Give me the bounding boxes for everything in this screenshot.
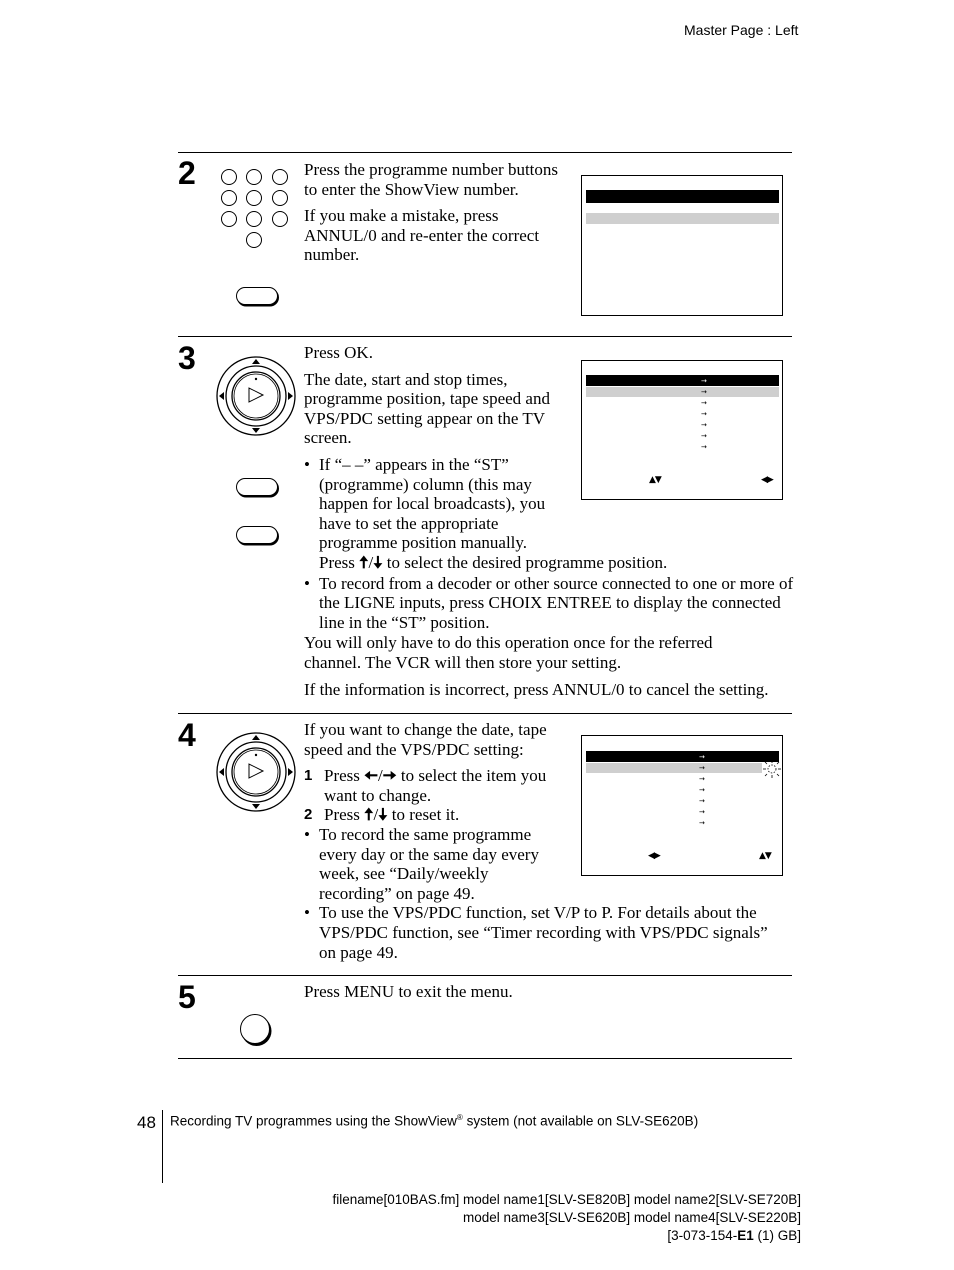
master-page-label: Master Page : Left bbox=[684, 22, 799, 38]
bullet-marker: • bbox=[304, 903, 310, 923]
step-4-top-rule bbox=[178, 713, 792, 714]
flashing-cursor-icon bbox=[762, 759, 782, 779]
small-arrow-icon: → bbox=[699, 808, 705, 816]
up-down-indicator-icon: ▲▼ bbox=[649, 475, 661, 485]
step-2-text bbox=[304, 160, 566, 265]
slash: / bbox=[378, 766, 383, 786]
step-4-numbered-1 bbox=[304, 766, 574, 805]
tv-screen-step-2 bbox=[581, 175, 783, 316]
step-3-bullet-2-text: To record from a decoder or other source connected to one or more of the LIGNE inputs, press CHOIX ENTREE to display the connected line in the “ST” position. bbox=[319, 573, 794, 632]
number-marker: 1 bbox=[304, 767, 313, 785]
step-5-number: 5 bbox=[178, 979, 196, 1015]
small-arrow-icon: → bbox=[701, 432, 707, 440]
keypad-button-0 bbox=[246, 232, 262, 248]
step-3-number: 3 bbox=[178, 340, 196, 376]
annul-button-illustration bbox=[236, 287, 278, 305]
arrow-down-icon: 🠇 bbox=[373, 552, 383, 572]
arrow-up-icon: 🠅 bbox=[359, 552, 369, 572]
step-5-top-rule bbox=[178, 975, 792, 976]
screen-input-row bbox=[586, 213, 779, 224]
small-arrow-icon: → bbox=[699, 764, 705, 772]
arrow-left-icon: 🠄 bbox=[364, 766, 379, 786]
keypad-button-6 bbox=[272, 190, 288, 206]
screen-selected-row bbox=[586, 763, 762, 773]
press-label: Press bbox=[324, 805, 360, 825]
tv-screen-step-4 bbox=[581, 735, 783, 876]
step-3-paragraph-4: If the information is incorrect, press ANNUL/0 to cancel the setting. bbox=[304, 679, 769, 699]
screen-highlight-bar bbox=[586, 190, 779, 203]
small-arrow-icon: → bbox=[699, 753, 705, 761]
page-number: 48 bbox=[137, 1113, 156, 1132]
left-right-indicator-icon: ◀▶ bbox=[761, 475, 773, 485]
number-marker: 2 bbox=[304, 806, 313, 824]
step-3-paragraph-1: Press OK. bbox=[304, 343, 373, 362]
footer-file-line-3 bbox=[332, 1227, 801, 1245]
step-4-paragraph-1: If you want to change the date, tape speed and the VPS/PDC setting: bbox=[304, 720, 547, 759]
screen-highlight-bar bbox=[586, 375, 779, 386]
tv-screen-step-3 bbox=[581, 360, 783, 500]
left-right-indicator-icon: ◀▶ bbox=[648, 851, 660, 861]
arrow-right-icon: 🠆 bbox=[382, 766, 397, 786]
step-3-bullet-2 bbox=[304, 574, 794, 633]
small-arrow-icon: → bbox=[701, 443, 707, 451]
footer-file-line-2: model name3[SLV-SE620B] model name4[SLV-SE220B] bbox=[463, 1210, 801, 1225]
small-arrow-icon: → bbox=[701, 410, 707, 418]
keypad-button-8 bbox=[246, 211, 262, 227]
directional-pad-illustration bbox=[215, 355, 297, 437]
step-3-bullet-1-after: to select the desired programme position. bbox=[386, 552, 668, 572]
footer-code-pre: [3-073-154- bbox=[667, 1228, 738, 1243]
footer-title-post: system (not available on SLV-SE620B) bbox=[462, 1113, 699, 1129]
step-4-bullet-2-text: To use the VPS/PDC function, set V/P to P. For details about the VPS/PDC function, see “Timer recording with VPS/PDC signals” on page 49. bbox=[319, 903, 768, 962]
up-down-indicator-icon: ▲▼ bbox=[759, 851, 771, 861]
keypad-button-4 bbox=[221, 190, 237, 206]
bullet-marker: • bbox=[304, 573, 310, 593]
step-2-top-rule bbox=[178, 152, 792, 153]
step-4-numbered-2 bbox=[304, 805, 574, 825]
bullet-marker: • bbox=[304, 454, 310, 474]
step-5-bottom-rule bbox=[178, 1058, 792, 1059]
small-arrow-icon: → bbox=[701, 421, 707, 429]
footer-code-bold: E1 bbox=[737, 1228, 754, 1243]
menu-button-illustration bbox=[236, 478, 278, 496]
step-4-bullet-1-text: To record the same programme every day or the same day every week, see “Daily/weekly recording” on page 49. bbox=[319, 824, 539, 903]
step-2-paragraph-2: If you make a mistake, press ANNUL/0 and re-enter the correct number. bbox=[304, 206, 540, 265]
directional-pad-illustration bbox=[215, 731, 297, 813]
step-4-bullet-1 bbox=[304, 825, 564, 903]
small-arrow-icon: → bbox=[699, 819, 705, 827]
small-arrow-icon: → bbox=[701, 377, 707, 385]
small-arrow-icon: → bbox=[701, 399, 707, 407]
step-3-paragraph-3: You will only have to do this operation once for the referred channel. The VCR will then store your setting. bbox=[304, 633, 713, 672]
choix-entree-button-illustration bbox=[236, 526, 278, 544]
keypad-button-5 bbox=[246, 190, 262, 206]
step-3-bullet-1-text: If “– –” appears in the “ST” (programme) column (this may happen for local broadcasts), you have to set the appropriate programme position manually. bbox=[319, 454, 546, 553]
screen-highlight-bar bbox=[586, 751, 779, 762]
step-2-paragraph-1: Press the programme number buttons to enter the ShowView number. bbox=[304, 160, 559, 199]
small-arrow-icon: → bbox=[701, 388, 707, 396]
slash: / bbox=[373, 805, 379, 825]
number-keypad-illustration bbox=[218, 166, 296, 252]
footer-section-title bbox=[170, 1113, 698, 1129]
footer-code-post: (1) GB] bbox=[753, 1228, 801, 1243]
step-5-paragraph-1: Press MENU to exit the menu. bbox=[304, 982, 513, 1001]
small-arrow-icon: → bbox=[699, 797, 705, 805]
footer-vertical-rule bbox=[162, 1110, 163, 1183]
footer-file-info bbox=[332, 1191, 801, 1245]
step-2-number: 2 bbox=[178, 155, 196, 191]
arrow-down-icon: 🠇 bbox=[378, 805, 388, 825]
small-arrow-icon: → bbox=[699, 786, 705, 794]
press-label: Press bbox=[319, 552, 355, 572]
step-4-bullet-2 bbox=[304, 903, 784, 962]
footer-file-line-1: filename[010BAS.fm] model name1[SLV-SE820B] model name2[SLV-SE720B] bbox=[332, 1192, 801, 1207]
arrow-up-icon: 🠅 bbox=[364, 805, 374, 825]
menu-button-illustration bbox=[240, 1014, 270, 1044]
keypad-button-1 bbox=[221, 169, 237, 185]
bullet-marker: • bbox=[304, 824, 310, 844]
keypad-button-7 bbox=[221, 211, 237, 227]
keypad-button-9 bbox=[272, 211, 288, 227]
small-arrow-icon: → bbox=[699, 775, 705, 783]
step-3-top-rule bbox=[178, 336, 792, 337]
slash: / bbox=[368, 552, 374, 572]
registered-mark: ® bbox=[456, 1113, 463, 1122]
step-3-paragraph-2: The date, start and stop times, programme position, tape speed and VPS/PDC setting appear on the TV screen. bbox=[304, 369, 550, 448]
footer-title-pre: Recording TV programmes using the ShowView bbox=[170, 1113, 457, 1129]
step-4-numbered-1-after: to select the item you want to change. bbox=[324, 766, 547, 805]
screen-selected-row bbox=[586, 387, 779, 397]
press-label: Press bbox=[324, 766, 360, 786]
step-4-numbered-2-after: to reset it. bbox=[391, 805, 460, 825]
step-5-text bbox=[304, 982, 704, 1002]
keypad-button-2 bbox=[246, 169, 262, 185]
keypad-button-3 bbox=[272, 169, 288, 185]
step-4-number: 4 bbox=[178, 717, 196, 753]
